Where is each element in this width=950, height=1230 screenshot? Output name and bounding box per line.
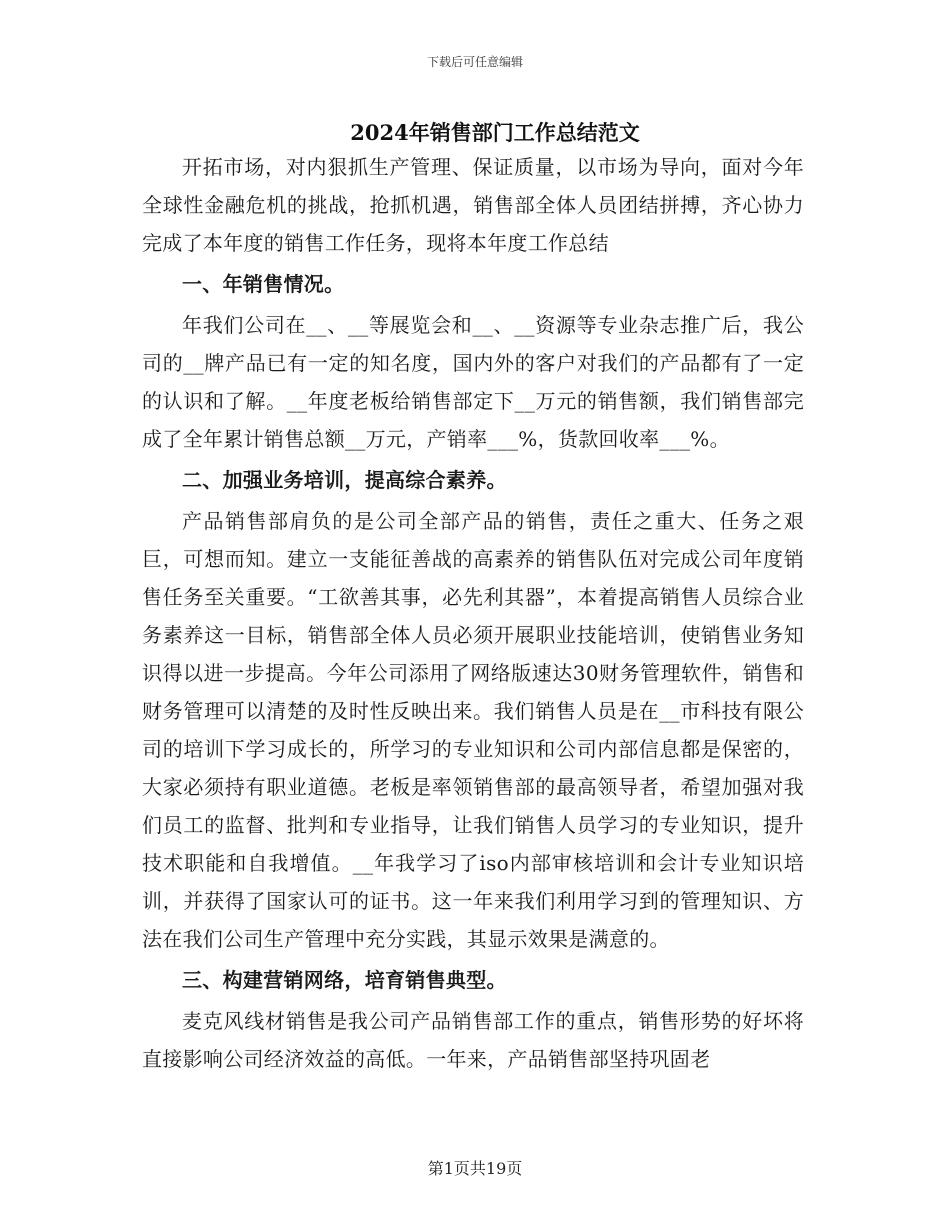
intro-paragraph: 开拓市场，对内狠抓生产管理、保证质量，以市场为导向，面对今年全球性金融危机的挑战，抢抓机遇，销售部全体人员团结拼搏，齐心协力完成了本年度的销售工作任务，现将本年度工作总结 xyxy=(142,155,804,255)
header-note: 下载后可任意编辑 xyxy=(426,55,523,69)
document-body xyxy=(142,148,804,1078)
section-1-heading: 一、年销售情况。 xyxy=(182,272,345,296)
section-2-heading: 二、加强业务培训，提高综合素养。 xyxy=(182,468,507,492)
section-1-paragraph: 年我们公司在__、__等展览会和__、__资源等专业杂志推广后，我公司的__牌产品已有一定的知名度，国内外的客户对我们的产品都有了一定的认识和了解。__年度老板给销售部定下__万元的销售额，我们销售部完成了全年累计销售总额__万元，产销率___%，货款回收率___%。 xyxy=(142,313,804,451)
page-footer: 第1页共19页 xyxy=(427,1159,523,1178)
document-title: 2024年销售部门工作总结范文 xyxy=(350,120,640,145)
section-3-heading: 三、构建营销网络，培育销售典型。 xyxy=(182,968,507,992)
section-3-paragraph: 麦克风线材销售是我公司产品销售部工作的重点，销售形势的好坏将直接影响公司经济效益的高低。一年来，产品销售部坚持巩固老 xyxy=(142,1009,804,1071)
section-2-paragraph: 产品销售部肩负的是公司全部产品的销售，责任之重大、任务之艰巨，可想而知。建立一支能征善战的高素养的销售队伍对完成公司年度销售任务至关重要。“工欲善其事，必先利其器”，本着提高销售人员综合业务素养这一目标，销售部全体人员必须开展职业技能培训，使销售业务知识得以进一步提高。今年公司添用了网络版速达30财务管理软件，销售和财务管理可以清楚的及时性反映出来。我们销售人员是在__市科技有限公司的培训下学习成长的，所学习的专业知识和公司内部信息都是保密的，大家必须持有职业道德。老板是率领销售部的最高领导者，希望加强对我们员工的监督、批判和专业指导，让我们销售人员学习的专业知识，提升技术职能和自我增值。__年我学习了iso内部审核培训和会计专业知识培训，并获得了国家认可的证书。这一年来我们利用学习到的管理知识、方法在我们公司生产管理中充分实践，其显示效果是满意的。 xyxy=(142,509,804,951)
